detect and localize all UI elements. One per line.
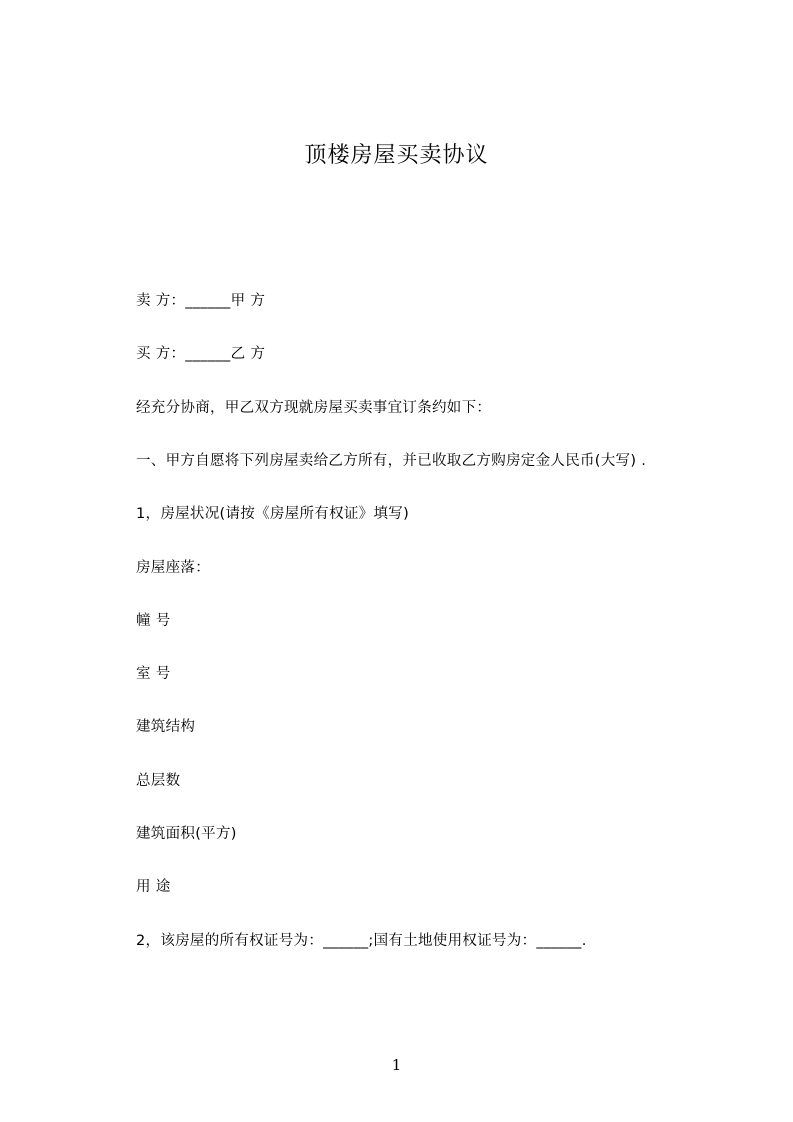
building-structure-field: 建筑结构	[136, 719, 196, 735]
total-floors-field: 总层数	[136, 773, 181, 789]
building-number-field: 幢 号	[136, 613, 171, 629]
page-number: 1	[391, 1056, 402, 1074]
seller-line: 卖 方：______甲 方	[136, 293, 266, 309]
certificate-number-line: 2，该房屋的所有权证号为：______;国有土地使用权证号为：______.	[136, 933, 587, 949]
intro-paragraph: 经充分协商，甲乙双方现就房屋买卖事宜订条约如下：	[136, 400, 492, 416]
clause-one: 一、甲方自愿将下列房屋卖给乙方所有，并已收取乙方购房定金人民币(大写) .	[136, 453, 647, 469]
document-title: 顶楼房屋买卖协议	[304, 143, 489, 168]
usage-field: 用 途	[136, 879, 171, 895]
house-status-heading: 1，房屋状况(请按《房屋所有权证》填写)	[136, 506, 410, 522]
buyer-line: 买 方：______乙 方	[136, 346, 266, 362]
room-number-field: 室 号	[136, 666, 171, 682]
building-area-field: 建筑面积(平方)	[136, 826, 237, 842]
house-location-field: 房屋座落：	[136, 560, 210, 576]
